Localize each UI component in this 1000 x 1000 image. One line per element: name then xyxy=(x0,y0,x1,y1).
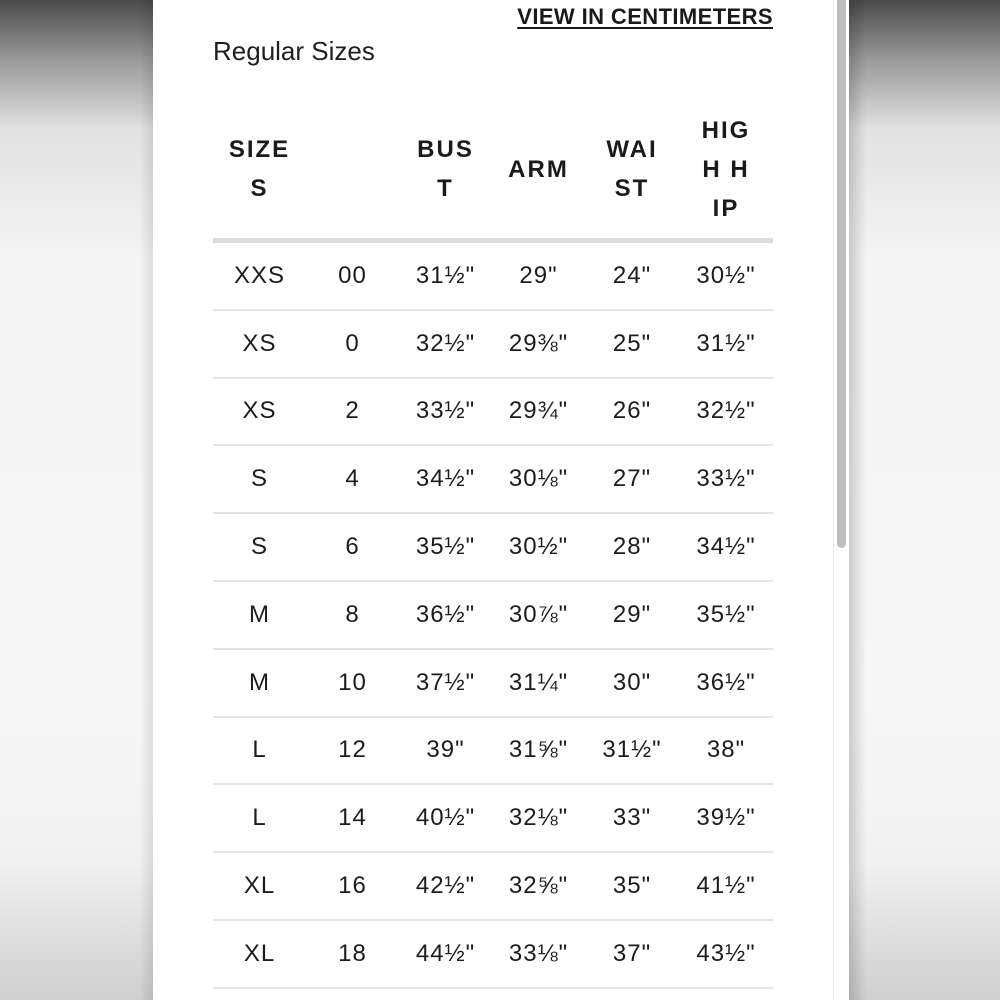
arm-cell: 29⅜" xyxy=(508,329,569,357)
header-number xyxy=(306,100,399,238)
arm-cell: 30⅞" xyxy=(508,600,569,628)
table-header xyxy=(213,100,773,243)
blurred-background-right xyxy=(848,0,1000,1000)
size-number-cell: 12 xyxy=(338,736,367,764)
view-in-centimeters-link[interactable]: VIEW IN CENTIMETERS xyxy=(517,4,773,29)
bust-cell: 32½" xyxy=(415,329,476,357)
size-number-cell: 00 xyxy=(338,261,367,289)
arm-cell: 29" xyxy=(519,261,558,289)
header-sizes: SIZES xyxy=(228,136,291,202)
high-hip-cell: 30½" xyxy=(696,261,756,289)
waist-cell: 24" xyxy=(612,261,652,289)
arm-cell: 32⅝" xyxy=(508,872,569,900)
header-waist: WAIST xyxy=(606,136,658,202)
size-cell: XS xyxy=(242,329,277,357)
table-body xyxy=(213,243,773,989)
size-cell: L xyxy=(252,804,267,832)
size-number-cell: 14 xyxy=(338,804,367,832)
table-row xyxy=(213,243,773,311)
high-hip-cell: 41½" xyxy=(696,872,756,900)
arm-cell: 30½" xyxy=(508,533,569,561)
size-cell: XL xyxy=(243,872,276,900)
arm-cell: 33⅛" xyxy=(508,939,569,967)
bust-cell: 42½" xyxy=(415,872,476,900)
waist-cell: 27" xyxy=(612,465,652,493)
size-number-cell: 0 xyxy=(345,329,360,357)
waist-cell: 28" xyxy=(612,533,652,561)
table-row xyxy=(213,921,773,989)
waist-cell: 33" xyxy=(612,804,652,832)
bust-cell: 35½" xyxy=(415,533,476,561)
size-cell: M xyxy=(249,600,270,628)
bust-cell: 33½" xyxy=(415,397,476,425)
header-bust: BUST xyxy=(417,136,474,202)
header-arm: ARM xyxy=(508,155,569,183)
table-row xyxy=(213,446,773,514)
size-number-cell: 8 xyxy=(345,600,360,628)
size-number-cell: 4 xyxy=(345,465,360,493)
high-hip-cell: 35½" xyxy=(696,600,756,628)
high-hip-cell: 33½" xyxy=(696,465,756,493)
arm-cell: 31⅝" xyxy=(508,736,569,764)
section-title: Regular Sizes xyxy=(213,36,375,66)
arm-cell: 32⅛" xyxy=(508,804,569,832)
high-hip-cell: 39½" xyxy=(696,804,756,832)
waist-cell: 30" xyxy=(612,668,652,696)
table-row xyxy=(213,379,773,447)
high-hip-cell: 36½" xyxy=(696,668,756,696)
arm-cell: 29¾" xyxy=(508,397,569,425)
size-cell: M xyxy=(249,668,270,696)
high-hip-cell: 32½" xyxy=(696,397,756,425)
size-number-cell: 2 xyxy=(345,397,360,425)
size-number-cell: 10 xyxy=(338,668,367,696)
table-row xyxy=(213,514,773,582)
high-hip-cell: 34½" xyxy=(696,533,756,561)
table-row xyxy=(213,853,773,921)
size-cell: L xyxy=(252,736,267,764)
waist-cell: 35" xyxy=(612,872,652,900)
size-table xyxy=(213,100,773,989)
size-number-cell: 18 xyxy=(338,939,367,967)
scrollbar-thumb[interactable] xyxy=(837,0,846,548)
arm-cell: 30⅛" xyxy=(508,465,569,493)
scrollbar[interactable] xyxy=(833,0,849,1000)
bust-cell: 44½" xyxy=(415,939,476,967)
header-high-hip: HIGH HIP xyxy=(701,116,751,222)
size-cell: XS xyxy=(242,397,277,425)
table-row xyxy=(213,582,773,650)
high-hip-cell: 31½" xyxy=(696,329,756,357)
table-row xyxy=(213,650,773,718)
size-chart-panel xyxy=(153,0,833,1000)
bust-cell: 39" xyxy=(426,736,465,764)
size-cell: S xyxy=(250,465,268,493)
size-cell: XL xyxy=(243,939,276,967)
arm-cell: 31¼" xyxy=(508,668,569,696)
waist-cell: 31½" xyxy=(602,736,662,764)
table-row xyxy=(213,785,773,853)
size-number-cell: 16 xyxy=(338,872,367,900)
waist-cell: 37" xyxy=(612,939,652,967)
blurred-background-left xyxy=(0,0,153,1000)
size-number-cell: 6 xyxy=(345,533,360,561)
waist-cell: 26" xyxy=(612,397,652,425)
table-row xyxy=(213,311,773,379)
waist-cell: 25" xyxy=(612,329,652,357)
waist-cell: 29" xyxy=(612,600,652,628)
table-row xyxy=(213,718,773,786)
bust-cell: 36½" xyxy=(415,600,476,628)
high-hip-cell: 38" xyxy=(706,736,746,764)
bust-cell: 37½" xyxy=(415,668,476,696)
high-hip-cell: 43½" xyxy=(696,939,756,967)
bust-cell: 40½" xyxy=(415,804,476,832)
size-cell: XXS xyxy=(233,261,286,289)
bust-cell: 31½" xyxy=(415,261,476,289)
bust-cell: 34½" xyxy=(415,465,476,493)
size-cell: S xyxy=(250,533,268,561)
